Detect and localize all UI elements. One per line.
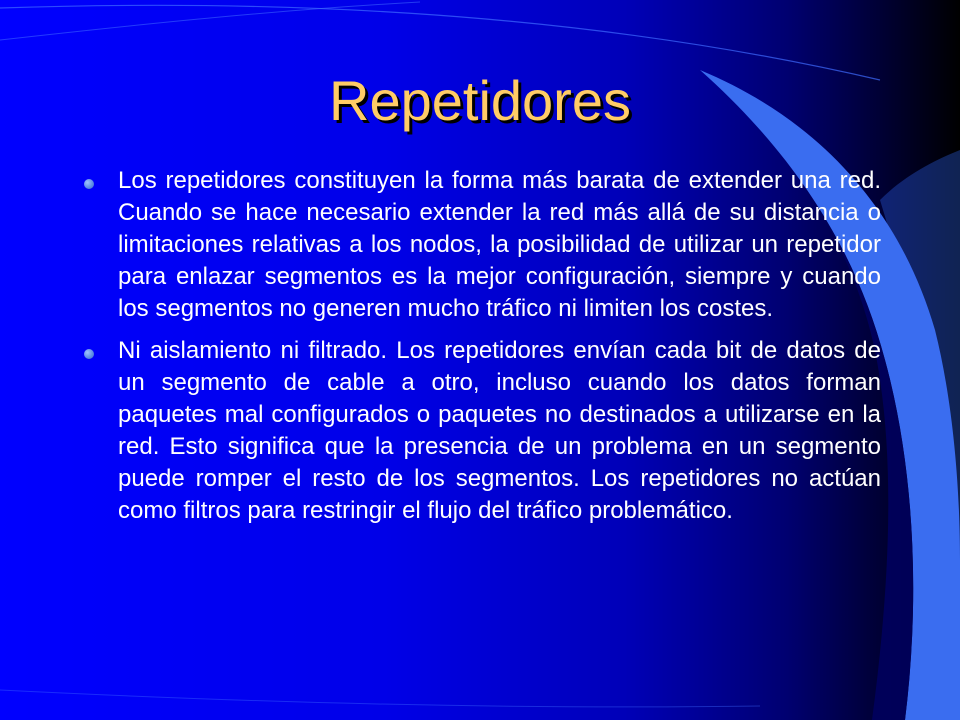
bullet-dot-icon bbox=[84, 349, 94, 359]
decor-arc-line-2 bbox=[0, 2, 420, 40]
bullet-item bbox=[118, 165, 881, 325]
bullet-text: Los repetidores constituyen la forma más barata de extender una red. Cuando se hace necesario extender la red más allá de su distancia o limitaciones relativas a los nodos, la posibilidad de utilizar un repetidor para enlazar segmentos es la mejor configuración, siempre y cuando los segmentos no generen mucho tráfico ni limiten los costes. bbox=[118, 167, 881, 322]
bullet-list bbox=[118, 165, 881, 537]
decor-arc-bottom bbox=[0, 690, 760, 707]
bullet-item bbox=[118, 335, 881, 527]
slide-title: Repetidores bbox=[329, 69, 631, 132]
bullet-dot-icon bbox=[84, 179, 94, 189]
bullet-text: Ni aislamiento ni filtrado. Los repetidores envían cada bit de datos de un segmento de cable a otro, incluso cuando los datos forman paquetes mal configurados o paquetes no destinados a utilizarse en la red. Esto significa que la presencia de un problema en un segmento puede romper el resto de los segmentos. Los repetidores no actúan como filtros para restringir el flujo del tráfico problemático. bbox=[118, 337, 881, 524]
